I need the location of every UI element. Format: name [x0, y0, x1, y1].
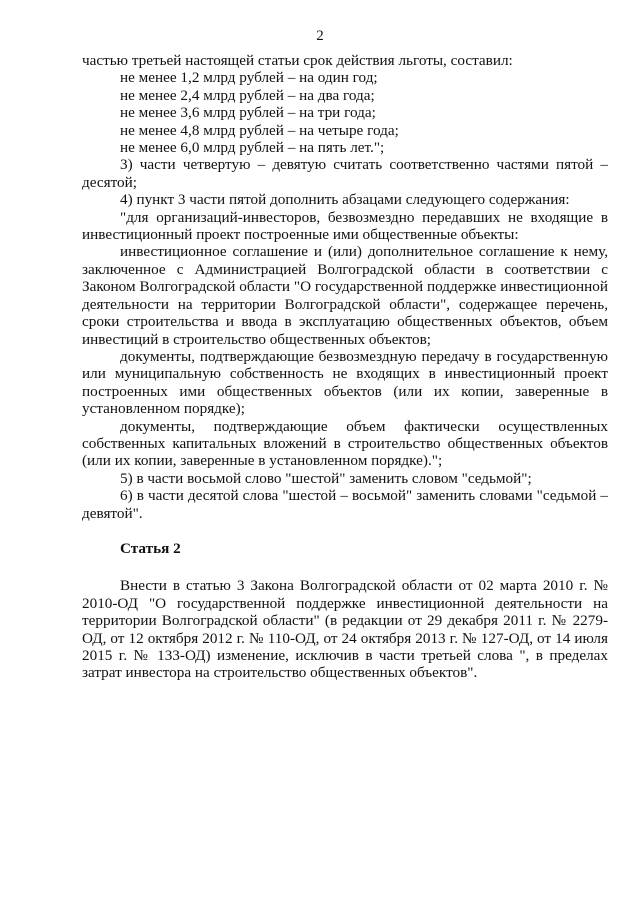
list-item: не менее 3,6 млрд рублей – на три года; [120, 104, 376, 122]
paragraph-item-4b: инвестиционное соглашение и (или) дополнительное соглашение к нему, заключенное с Администрацией Волгоградской области в соответствии с Законом Волгоградской области "О государственной поддержке инвестиционной деятельности на территории Волгоградской области", содержащее перечень, сроки строительства и ввода в эксплуатацию общественных объектов, объем инвестиций в строительство общественных объектов; [82, 243, 608, 348]
paragraph-item-5: 5) в части восьмой слово "шестой" заменить словом "седьмой"; [120, 469, 532, 487]
spacer [82, 557, 608, 577]
paragraph-item-4d: документы, подтверждающие объем фактически осуществленных собственных капитальных вложений в строительство общественных объектов (или их копии, заверенные в установленном порядке)."; [82, 417, 608, 470]
list-item: не менее 2,4 млрд рублей – на два года; [120, 86, 375, 104]
spacer [82, 522, 608, 540]
paragraph-item-6: 6) в части десятой слова "шестой – восьмой" заменить словами "седьмой – девятой". [82, 487, 608, 522]
list-item: не менее 1,2 млрд рублей – на один год; [120, 69, 378, 87]
paragraph-item-3: 3) части четвертую – девятую считать соответственно частями пятой – десятой; [82, 156, 608, 191]
article-2-title: Статья 2 [120, 539, 181, 557]
paragraph-lead: частью третьей настоящей статьи срок действия льготы, составил: [82, 52, 513, 69]
article-2-text: Внести в статью 3 Закона Волгоградской области от 02 марта 2010 г. № 2010-ОД "О государственной поддержке инвестиционной деятельности на территории Волгоградской области" (в редакции от 29 декабря 2011 г. № 2279-ОД, от 12 октября 2012 г. № 110-ОД, от 24 октября 2013 г. № 127-ОД, от 14 июля 2015 г. № 133-ОД) изменение, исключив в части третьей слова ", в пределах затрат инвестора на строительство общественных объектов". [82, 577, 608, 682]
paragraph-item-4c: документы, подтверждающие безвозмездную передачу в государственную или муниципальную собственность не входящих в инвестиционный проект построенных ими общественных объектов (или их копии, заверенные в установленном порядке); [82, 347, 608, 418]
list-item: не менее 6,0 млрд рублей – на пять лет."; [120, 139, 385, 157]
page-number: 2 [316, 28, 324, 44]
paragraph-item-4: 4) пункт 3 части пятой дополнить абзацами следующего содержания: [120, 191, 570, 209]
document-body [82, 52, 608, 682]
paragraph-item-4a: "для организаций-инвесторов, безвозмездно передавших не входящие в инвестиционный проект построенные ими общественные объекты: [82, 208, 608, 244]
list-item: не менее 4,8 млрд рублей – на четыре года; [120, 121, 399, 139]
